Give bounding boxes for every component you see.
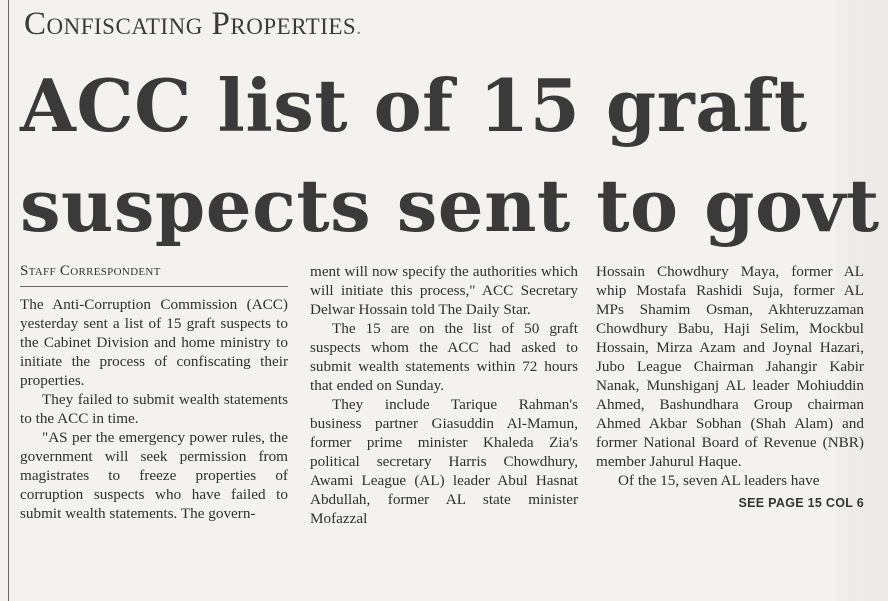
kicker-dot: . — [356, 17, 362, 39]
article-column-3 — [596, 262, 864, 513]
paragraph: Of the 15, seven AL leaders have — [618, 472, 820, 489]
headline — [20, 56, 880, 256]
article-column-1 — [20, 262, 288, 523]
headline-line-2: suspects sent to govt — [20, 163, 880, 248]
article-column-2 — [310, 262, 578, 528]
kicker-text: Confiscating Properties — [24, 6, 357, 42]
column-rule — [8, 0, 9, 601]
paragraph-continued: ment will now specify the authorities which will initiate this process," ACC Secretary Delwar Hossain told The Daily Star. — [310, 263, 578, 318]
continued-on-link[interactable]: SEE PAGE 15 COL 6 — [738, 496, 864, 510]
paragraph-continued: Hossain Chowdhury Maya, former AL whip Mostafa Rashidi Suja, former AL MPs Shamim Osman, Akhteruzzaman Chowdhury Babu, Haji Selim, Mockbul Hossain, Mirza Azam and Joynal Hazari, Jubo League Chairman Jahangir Kabir Nanak, Munshiganj AL leader Mohiuddin Ahmed, Bashundhara Group chairman Ahmed Akbar Sobhan (Shah Alam) and former National Board of Revenue (NBR) member Jahurul Haque. — [596, 263, 864, 470]
paragraph: They failed to submit wealth statements to the ACC in time. — [20, 391, 288, 427]
paragraph: The Anti-Corruption Commission (ACC) yesterday sent a list of 15 graft suspects to the Cabinet Division and home ministry to initiate the process of confiscating their properties. — [20, 296, 288, 389]
byline: Staff Correspondent — [20, 262, 288, 287]
paragraph: "AS per the emergency power rules, the government will seek permission from magistrates to freeze properties of corruption suspects who have failed to submit wealth statements. The govern- — [20, 429, 288, 522]
paragraph: The 15 are on the list of 50 graft suspects whom the ACC had asked to submit wealth statements within 72 hours that ended on Sunday. — [310, 320, 578, 394]
paragraph: They include Tarique Rahman's business partner Giasuddin Al-Mamun, former prime minister Khaleda Zia's political secretary Harris Chowdhury, Awami League (AL) leader Abul Hasnat Abdullah, former AL state minister Mofazzal — [310, 396, 578, 527]
kicker — [24, 6, 362, 43]
headline-line-1: ACC list of 15 graft — [20, 63, 808, 148]
